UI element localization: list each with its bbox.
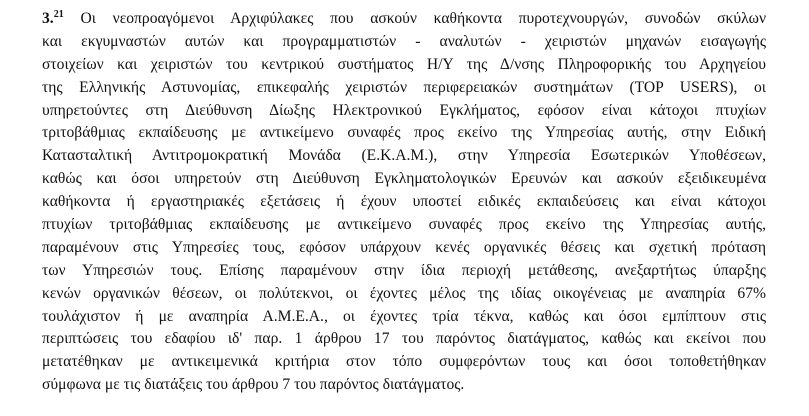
paragraph-line: πτυχίων τριτοβάθμιας εκπαίδευσης με αντικείμενο συναφές προς εκείνο της Υπηρεσίας αυτής, [42,216,766,234]
paragraph-line: μετατέθηκαν με αντικειμενικά κριτήρια στον τόπο συμφερόντων τους και όσοι τοποθετήθηκαν [42,353,766,371]
footnote-reference: 21 [53,9,64,20]
paragraph-line: στοιχείων και χειριστών του κεντρικού συστήματος Η/Υ της Δ/νσης Πληροφορικής του Αρχηγείου [42,55,766,73]
paragraph-line: παραμένουν στις Υπηρεσίες τους, εφόσον υπάρχουν κενές οργανικές θέσεις και σχετική πρόταση [42,238,766,256]
paragraph-line: τουλάχιστον ή με αναπηρία Α.Μ.Ε.Α., οι έχοντες τρία τέκνα, καθώς και όσοι εμπίπτουν στις [42,307,766,325]
paragraph-line: καθήκοντα ή εργαστηριακές εξετάσεις ή έχουν υποστεί ειδικές εκπαιδεύσεις και είναι κάτοχοι [42,193,766,211]
paragraph-number [42,10,64,27]
paragraph-line [42,8,766,31]
paragraph-line: σύμφωνα με τις διατάξεις του άρθρου 7 του παρόντος διατάγματος. [42,376,465,394]
paragraph-line: Κατασταλτική Αντιτρομοκρατική Μονάδα (Ε.Κ.Α.Μ.), στην Υπηρεσία Εσωτερικών Υποθέσεων, [42,147,766,165]
paragraph-line: και εκγυμναστών αυτών και προγραμματιστών - αναλυτών - χειριστών μηχανών εισαγωγής [42,32,766,50]
paragraph-line: τριτοβάθμιας εκπαίδευσης με αντικείμενο συναφές προς εκείνο της Υπηρεσίας αυτής, στην Ειδική [42,124,766,142]
paragraph-line: της Ελληνικής Αστυνομίας, επικεφαλής χειριστών περιφερειακών συστημάτων (TOP USERS), οι [42,78,766,96]
paragraph-line: των Υπηρεσιών τους. Επίσης παραμένουν στην ίδια περιοχή μετάθεσης, ανεξαρτήτως ύπαρξης [42,261,766,279]
paragraph-line: καθώς και όσοι υπηρετούν στη Διεύθυνση Εγκληματολογικών Ερευνών και ασκούν εξειδικευμένα [42,170,766,188]
paragraph-line: κενών οργανικών θέσεων, οι πολύτεκνοι, οι έχοντες μέλος της ιδίας οικογένειας με αναπηρία 67% [42,284,766,302]
paragraph-line: υπηρετούντες στη Διεύθυνση Δίωξης Ηλεκτρονικού Εγκλήματος, εφόσον είναι κάτοχοι πτυχίων [42,101,766,119]
paragraph-number-text: 3. [42,10,54,27]
document-paragraph [42,8,766,397]
paragraph-line: περιπτώσεις του εδαφίου ιδ' παρ. 1 άρθρου 17 του παρόντος διατάγματος, καθώς και εκείνοι που [42,330,766,348]
paragraph-line-text: Οι νεοπροαγόμενοι Αρχιφύλακες που ασκούν καθήκοντα πυροτεχνουργών, συνοδών σκύλων [80,10,767,27]
